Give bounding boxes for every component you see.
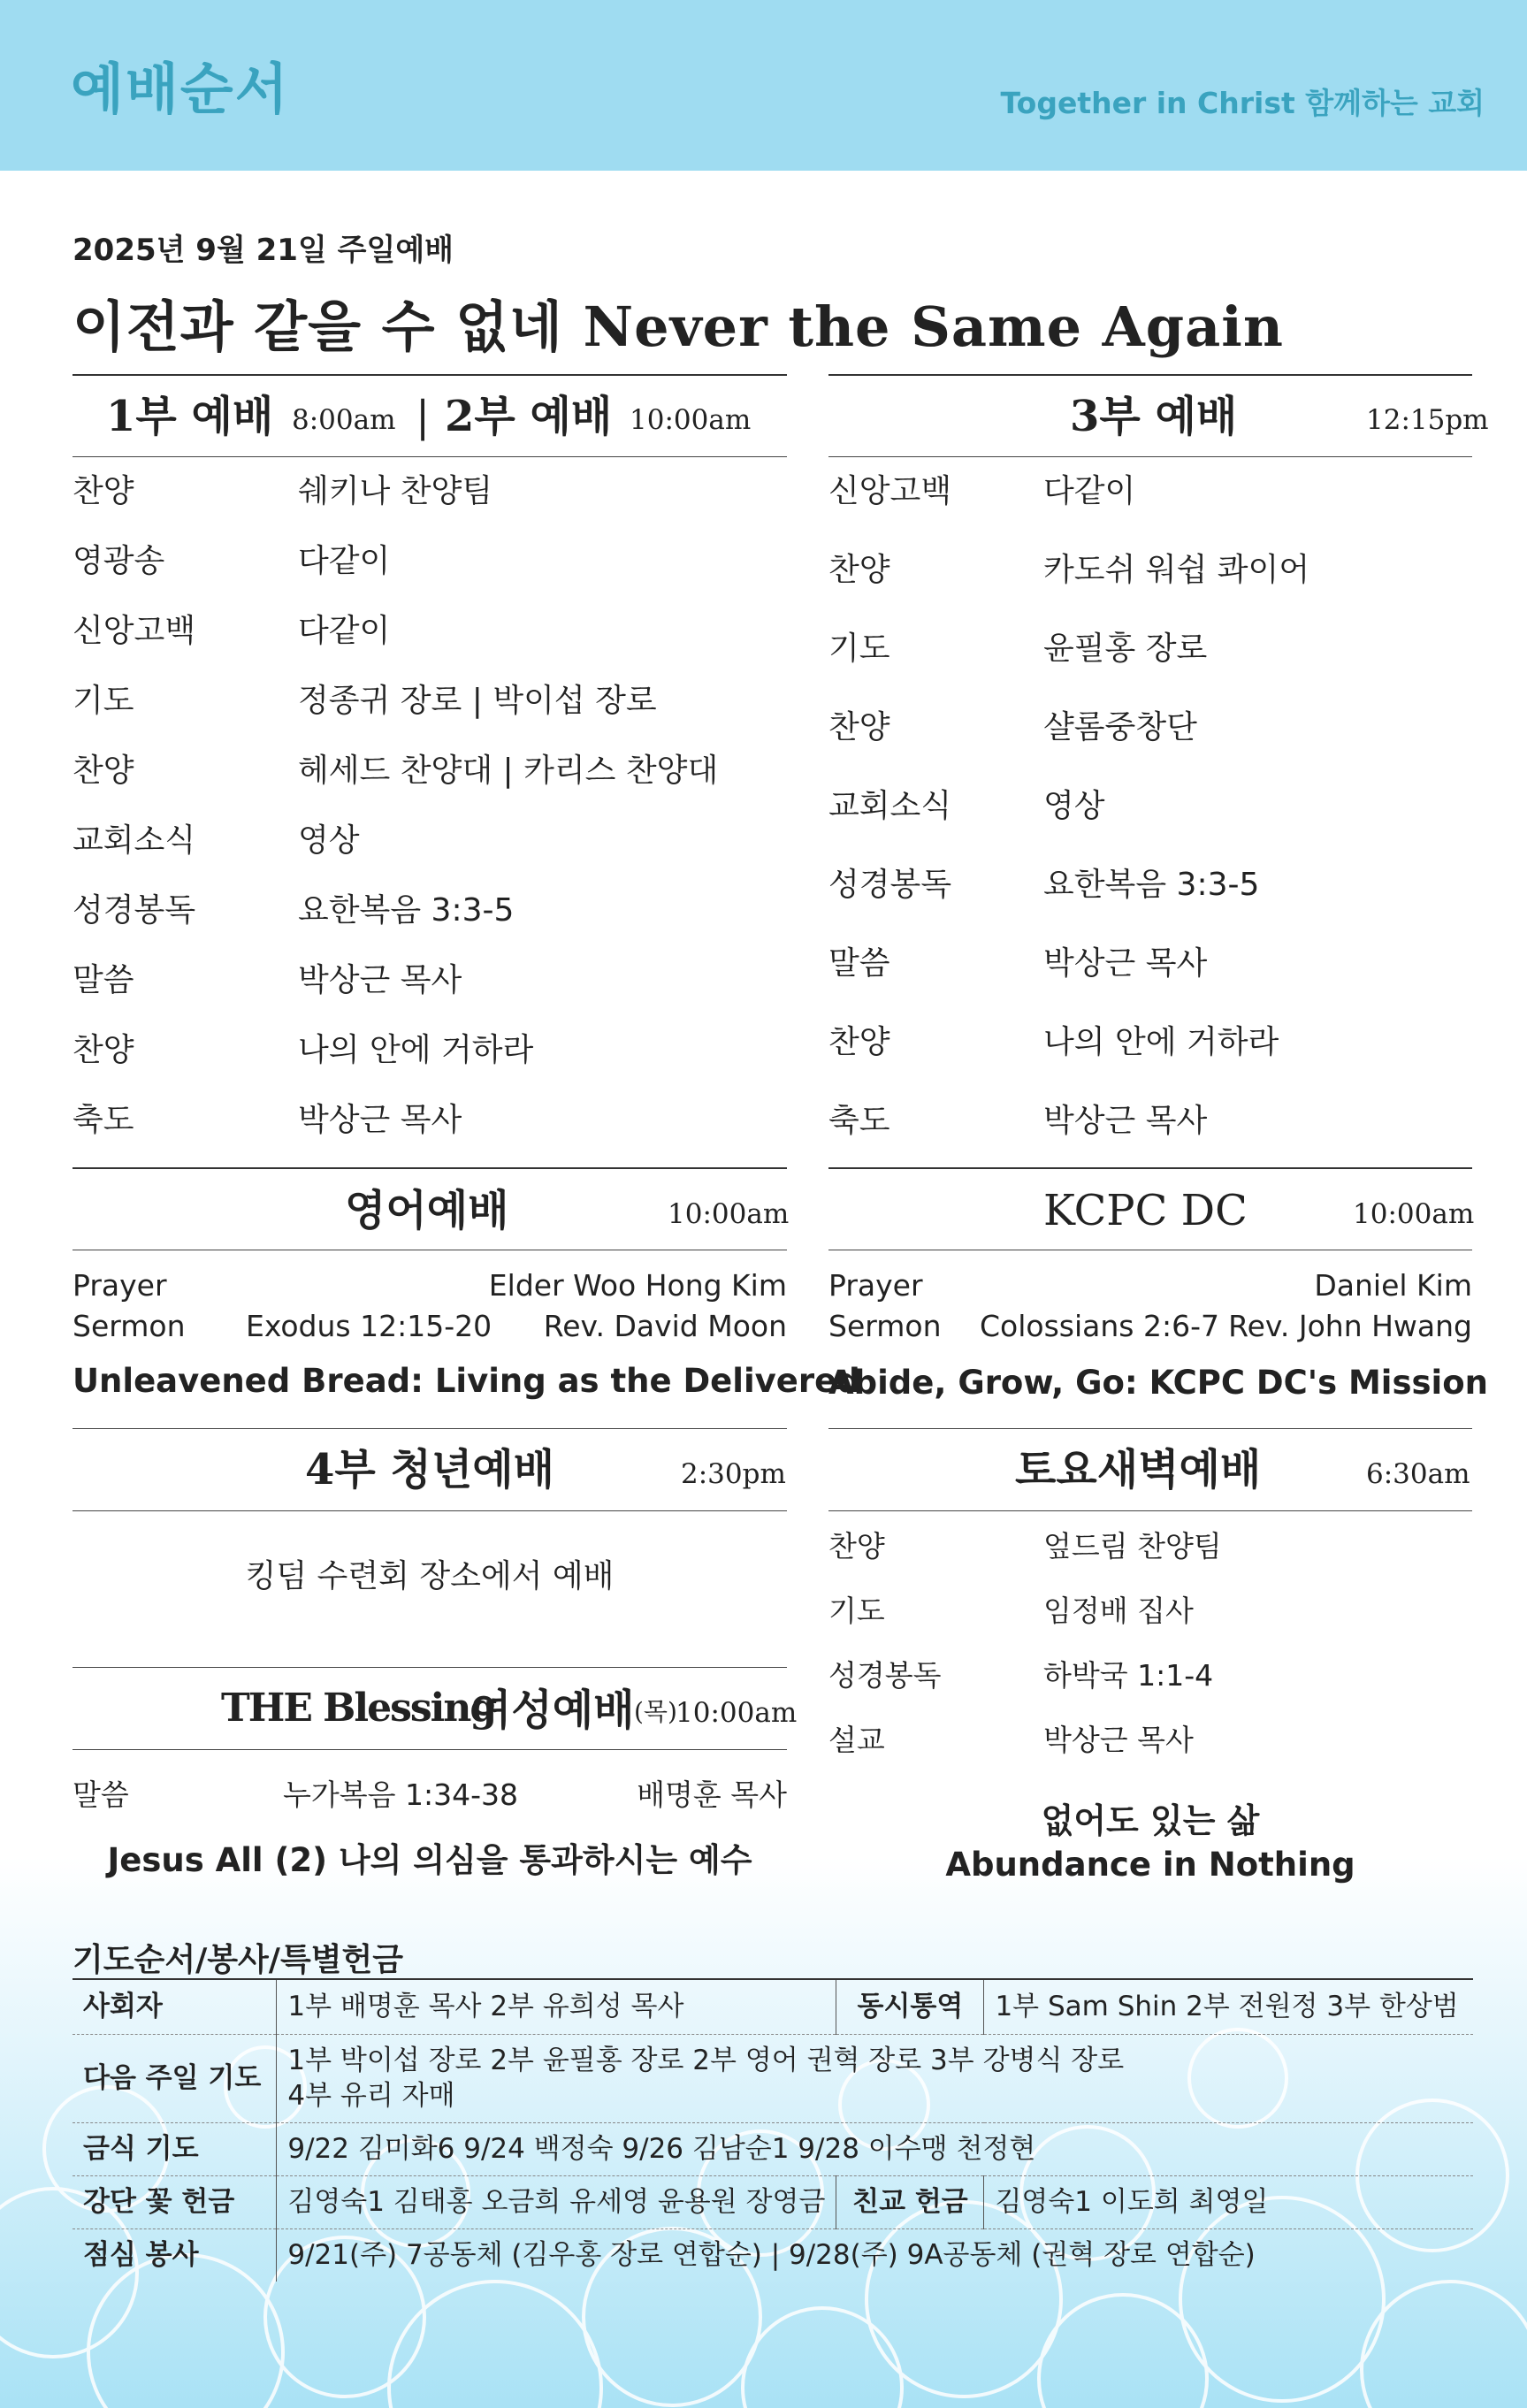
order-label: 찬양 (828, 1529, 885, 1563)
service3-title: 3부 예배 (1070, 392, 1238, 441)
header-band (0, 0, 1527, 171)
order-value: 영상 (1043, 788, 1105, 824)
order-value: 박상근 목사 (1043, 945, 1208, 982)
women-sermon-title: Jesus All (2) 나의 의심을 통과하시는 예수 (107, 1841, 752, 1879)
service2-title: 2부 예배 (445, 392, 613, 441)
table-row (73, 1979, 1473, 2034)
english-prayer-value: Elder Woo Hong Kim (488, 1268, 787, 1303)
kcpc-time: 10:00am (1353, 1198, 1475, 1230)
order-value: 임정배 집사 (1043, 1594, 1194, 1628)
fasting-prayer-value: 9/22 김미화6 9/24 백정숙 9/26 김남순1 9/28 이수맹 천정현 (277, 2122, 1473, 2175)
order-value: 박상근 목사 (1043, 1723, 1194, 1757)
order-label: 기도 (828, 631, 890, 667)
kcpc-title: KCPC DC (1043, 1186, 1248, 1235)
women-sermon-scripture: 누가복음 1:34-38 (283, 1777, 519, 1812)
order-value: 나의 안에 거하라 (1043, 1024, 1279, 1060)
altar-flower-value: 김영숙1 김태홍 오금희 유세영 윤용원 장영금 (277, 2175, 836, 2228)
order-label: 찬양 (73, 473, 134, 509)
next-prayer-label: 다음 주일 기도 (73, 2034, 277, 2122)
order-label: 축도 (73, 1102, 134, 1138)
order-value: 쉐키나 찬양팀 (298, 473, 493, 509)
english-sermon-scripture: Exodus 12:15-20 (246, 1309, 492, 1343)
service2-time: 10:00am (630, 404, 752, 436)
next-prayer-line1: 1부 박이섭 장로 2부 윤필홍 장로 2부 영어 권혁 장로 3부 강병식 장로 (287, 2044, 1125, 2076)
order-label: 신앙고백 (828, 473, 952, 509)
divider (73, 1749, 787, 1750)
header-tagline: Together in Christ 함께하는 교회 (1000, 86, 1485, 120)
kcpc-prayer-value: Daniel Kim (1314, 1268, 1472, 1303)
saturday-sermon-title-en: Abundance in Nothing (945, 1846, 1355, 1884)
kcpc-sermon-title: Abide, Grow, Go: KCPC DC's Mission (828, 1364, 1488, 1402)
english-sermon-title: Unleavened Bread: Living as the Delivered (73, 1362, 860, 1400)
order-value: 영상 (298, 822, 360, 859)
divider (73, 1510, 787, 1511)
order-label: 찬양 (73, 753, 134, 789)
divider (73, 456, 787, 457)
order-label: 설교 (828, 1723, 885, 1757)
fasting-prayer-label: 금식 기도 (73, 2122, 277, 2175)
interpretation-label: 동시통역 (836, 1979, 984, 2034)
lunch-service-label: 점심 봉사 (73, 2228, 277, 2282)
english-service-title: 영어예배 (345, 1186, 509, 1235)
divider (828, 1167, 1472, 1169)
women-sermon-label: 말씀 (73, 1777, 129, 1812)
divider (73, 1667, 787, 1668)
youth-service-title: 4부 청년예배 (305, 1445, 554, 1494)
order-label: 성경봉독 (828, 867, 952, 903)
order-value: 나의 안에 거하라 (298, 1032, 534, 1068)
order-value: 정종귀 장로 | 박이섭 장로 (298, 683, 657, 719)
table-row (73, 2034, 1473, 2122)
duties-heading: 기도순서/봉사/특별헌금 (73, 1942, 404, 1978)
youth-service-time: 2:30pm (681, 1458, 786, 1490)
service1-time: 8:00am (292, 404, 396, 436)
order-value: 다같이 (1043, 473, 1136, 509)
divider (73, 374, 787, 376)
saturday-service-title: 토요새벽예배 (1015, 1445, 1262, 1494)
women-service-title-en: THE Blessing (221, 1686, 496, 1731)
order-label: 교회소식 (828, 788, 952, 824)
order-label: 성경봉독 (73, 892, 196, 929)
order-label: 기도 (828, 1594, 885, 1628)
order-value: 요한복음 3:3-5 (1043, 867, 1260, 903)
order-value: 요한복음 3:3-5 (298, 892, 515, 929)
altar-flower-label: 강단 꽃 헌금 (73, 2175, 277, 2228)
women-service-title-ko: 여성예배 (470, 1686, 635, 1735)
interpretation-value: 1부 Sam Shin 2부 전원정 3부 한상범 (984, 1979, 1473, 2034)
sermon-series-title: 이전과 같을 수 없네 Never the Same Again (73, 294, 1284, 359)
order-value: 윤필홍 장로 (1043, 631, 1208, 667)
order-value: 엎드림 찬양팀 (1043, 1529, 1222, 1563)
order-label: 말씀 (828, 945, 890, 982)
moderator-value: 1부 배명훈 목사 2부 유희성 목사 (277, 1979, 836, 2034)
kcpc-sermon-preacher: Rev. John Hwang (1228, 1309, 1472, 1343)
order-label: 신앙고백 (73, 613, 196, 649)
service3-time: 12:15pm (1366, 404, 1489, 436)
page-title: 예배순서 (71, 57, 290, 121)
english-service-time: 10:00am (668, 1198, 790, 1230)
next-prayer-value (277, 2034, 1473, 2122)
order-value: 헤세드 찬양대 | 카리스 찬양대 (298, 753, 719, 789)
women-service-day: (목) (634, 1697, 677, 1726)
order-value: 다같이 (298, 543, 391, 579)
table-row (73, 2122, 1473, 2175)
order-value: 박상근 목사 (298, 1102, 462, 1138)
order-value: 다같이 (298, 613, 391, 649)
kcpc-prayer-label: Prayer (828, 1268, 923, 1303)
order-label: 축도 (828, 1103, 890, 1139)
order-label: 찬양 (828, 552, 890, 588)
youth-service-note: 킹덤 수련회 장소에서 예배 (245, 1558, 615, 1594)
order-value: 카도쉬 워쉽 콰이어 (1043, 552, 1310, 588)
divider (73, 1428, 787, 1429)
service1-title: 1부 예배 (106, 392, 274, 441)
date-line: 2025년 9월 21일 주일예배 (73, 233, 454, 268)
order-value: 샬롬중창단 (1043, 709, 1197, 745)
order-value: 박상근 목사 (1043, 1103, 1208, 1139)
order-label: 찬양 (828, 709, 890, 745)
saturday-sermon-title-ko: 없어도 있는 삶 (1041, 1801, 1260, 1840)
women-service-time: 10:00am (676, 1697, 798, 1729)
divider (828, 456, 1472, 457)
kcpc-sermon-scripture: Colossians 2:6-7 (980, 1309, 1219, 1343)
table-row (73, 2175, 1473, 2228)
fellowship-offering-label: 친교 헌금 (836, 2175, 984, 2228)
moderator-label: 사회자 (73, 1979, 277, 2034)
english-sermon-label: Sermon (73, 1309, 186, 1343)
english-prayer-label: Prayer (73, 1268, 167, 1303)
order-label: 찬양 (828, 1024, 890, 1060)
duties-table (73, 1978, 1473, 2282)
fellowship-offering-value: 김영숙1 이도희 최영일 (984, 2175, 1473, 2228)
divider (828, 1428, 1472, 1429)
women-sermon-preacher: 배명훈 목사 (637, 1777, 787, 1812)
order-label: 기도 (73, 683, 134, 719)
table-row (73, 2228, 1473, 2282)
order-value: 하박국 1:1-4 (1043, 1658, 1214, 1693)
order-value: 박상근 목사 (298, 962, 462, 998)
next-prayer-line2: 4부 유리 자매 (287, 2080, 455, 2112)
english-sermon-preacher: Rev. David Moon (543, 1309, 787, 1343)
kcpc-sermon-label: Sermon (828, 1309, 942, 1343)
service-separator: | (416, 392, 431, 441)
order-label: 영광송 (73, 543, 165, 579)
order-label: 찬양 (73, 1032, 134, 1068)
divider (828, 1510, 1472, 1511)
order-label: 교회소식 (73, 822, 196, 859)
order-label: 말씀 (73, 962, 134, 998)
saturday-service-time: 6:30am (1366, 1458, 1470, 1490)
divider (73, 1167, 787, 1169)
divider (828, 374, 1472, 376)
order-label: 성경봉독 (828, 1658, 942, 1693)
lunch-service-value: 9/21(주) 7공동체 (김우홍 장로 연합순) | 9/28(주) 9A공동체 (권혁 장로 연합순) (287, 2239, 1256, 2272)
